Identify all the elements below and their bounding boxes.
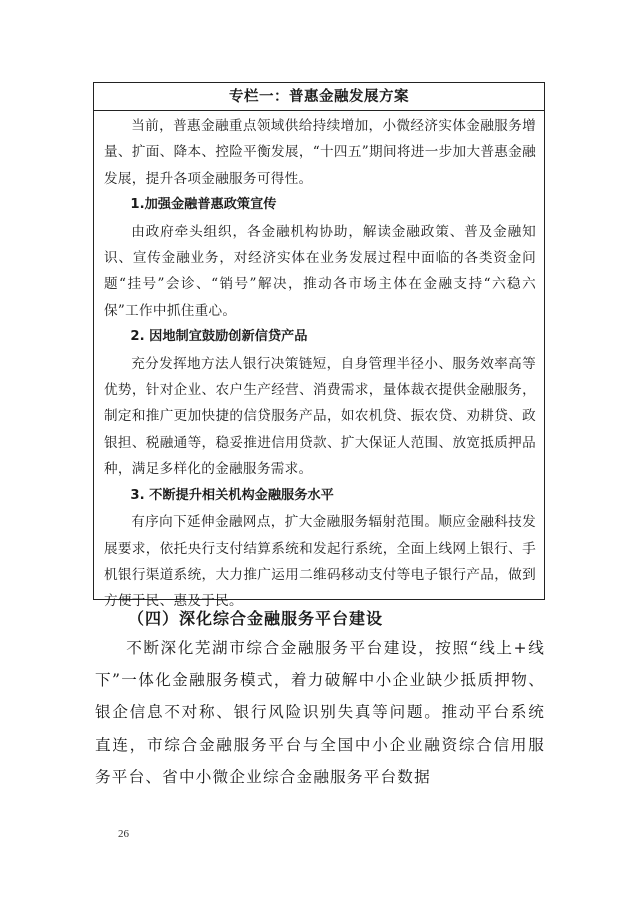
feature-box xyxy=(93,82,545,610)
box-item-text: 有序向下延伸金融网点，扩大金融服务辐射范围。顺应金融科技发展要求，依托央行支付结算系统和发起行系统，全面上线网上银行、手机银行渠道系统，大力推广运用二维码移动支付等电子银行产品，做到方便于民、惠及于民。 xyxy=(104,514,536,610)
box-item-heading: 1.加强金融普惠政策宣传 xyxy=(130,197,277,213)
page-number: 26 xyxy=(118,828,129,840)
box-title: 专栏一：普惠金融发展方案 xyxy=(94,83,544,111)
box-item-heading: 2. 因地制宜鼓励创新信贷产品 xyxy=(130,329,308,345)
box-item-heading: 3. 不断提升相关机构金融服务水平 xyxy=(130,487,334,503)
box-body xyxy=(94,111,544,615)
box-intro: 当前，普惠金融重点领域供给持续增加，小微经济实体金融服务增量、扩面、降本、控险平衡发展，“十四五”期间将进一步加大普惠金融发展，提升各项金融服务可得性。 xyxy=(104,118,536,187)
section-paragraph: 不断深化芜湖市综合金融服务平台建设，按照“线上+线下”一体化金融服务模式，着力破解中小企业缺少抵质押物、银企信息不对称、银行风险识别失真等问题。推动平台系统直连，市综合金融服务平台与全国中小企业融资综合信用服务平台、省中小微企业综合金融服务平台数据 xyxy=(95,639,545,786)
box-item-text: 充分发挥地方法人银行决策链短，自身管理半径小、服务效率高等优势，针对企业、农户生产经营、消费需求，量体裁衣提供金融服务，制定和推广更加快捷的信贷服务产品，如农机贷、振农贷、劝耕贷、政银担、税融通等，稳妥推进信用贷款、扩大保证人范围、放宽抵质押品种，满足多样化的金融服务需求。 xyxy=(104,355,536,478)
section-heading: （四）深化综合金融服务平台建设 xyxy=(128,609,384,628)
box-item-text: 由政府牵头组织，各金融机构协助，解读金融政策、普及金融知识、宣传金融业务，对经济实体在业务发展过程中面临的各类资金问题“挂号”会诊、“销号”解决，推动各市场主体在金融支持“六稳六保”工作中抓住重心。 xyxy=(104,223,536,319)
